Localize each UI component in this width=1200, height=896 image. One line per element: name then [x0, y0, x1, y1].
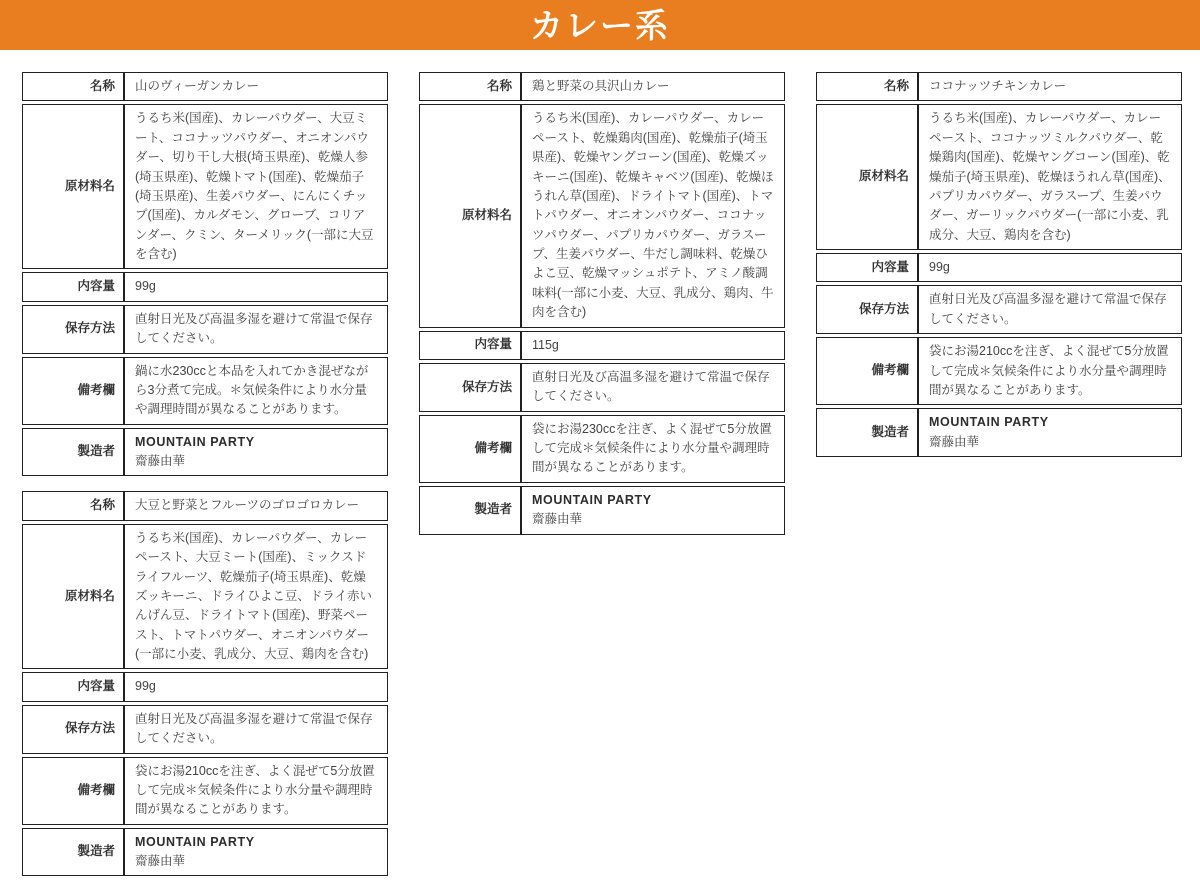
page-title: カレー系	[530, 6, 670, 44]
product-storage: 直射日光及び高温多湿を避けて常温で保存してください。	[929, 292, 1167, 326]
spec-row-ingredients	[419, 104, 785, 327]
field-label-storage: 保存方法	[23, 306, 125, 353]
product-table-coconut-chicken-curry	[816, 72, 1182, 457]
column-left	[22, 72, 388, 876]
product-table-soy-veggie-fruit-curry	[22, 491, 388, 876]
product-ingredients: うるち米(国産)、カレーパウダー、カレーペースト、乾燥鶏肉(国産)、乾燥茄子(埼玉県産)、乾燥ヤングコーン(国産)、乾燥ズッキーニ(国産)、乾燥キャベツ(国産)、乾燥ほうれん草(国産)、ドライトマト(国産)、トマトパウダー、オニオンパウダー、ココナッツパウダー、パプリカパウダー、ガラスープ、生姜パウダー、牛だし調味料、乾燥ひよこ豆、乾燥マッシュポテト、アミノ酸調味料(一部に小麦、大豆、乳成分、鶏肉、牛肉を含む)	[532, 111, 774, 320]
field-label-maker: 製造者	[23, 829, 125, 876]
maker-name: 齋藤由華	[532, 512, 583, 527]
spec-row-notes	[22, 357, 388, 425]
field-label-name: 名称	[23, 73, 125, 100]
field-label-name: 名称	[420, 73, 522, 100]
maker-brand: MOUNTAIN PARTY	[135, 434, 255, 449]
spec-row-storage	[22, 705, 388, 754]
spec-row-maker	[419, 486, 785, 535]
category-header-banner	[0, 0, 1200, 50]
field-label-amount: 内容量	[420, 332, 522, 359]
product-storage: 直射日光及び高温多湿を避けて常温で保存してください。	[532, 369, 770, 404]
spec-row-maker	[22, 828, 388, 877]
spec-row-notes	[816, 337, 1182, 405]
spec-row-ingredients	[22, 524, 388, 670]
field-label-maker: 製造者	[420, 487, 522, 534]
spec-row-notes	[22, 757, 388, 825]
field-label-ingredients: 原材料名	[420, 105, 522, 326]
field-label-amount: 内容量	[23, 673, 125, 700]
product-notes: 袋にお湯210ccを注ぎ、よく混ぜて5分放置して完成＊気候条件により水分量や調理時間が異なることがあります。	[929, 344, 1169, 397]
spec-row-storage	[22, 305, 388, 354]
product-amount: 99g	[135, 679, 156, 694]
field-label-storage: 保存方法	[420, 364, 522, 411]
maker-brand: MOUNTAIN PARTY	[532, 492, 652, 507]
spec-row-storage	[816, 285, 1182, 334]
maker-name: 齋藤由華	[135, 854, 186, 868]
field-label-notes: 備考欄	[817, 338, 919, 404]
spec-row-amount	[816, 253, 1182, 282]
spec-row-ingredients	[22, 104, 388, 269]
field-label-name: 名称	[23, 492, 125, 519]
spec-row-maker	[22, 428, 388, 477]
spec-row-maker	[816, 408, 1182, 457]
product-name: ココナッツチキンカレー	[929, 79, 1067, 93]
maker-name: 齋藤由華	[929, 434, 980, 449]
field-label-notes: 備考欄	[23, 358, 125, 424]
product-amount: 115g	[532, 337, 559, 352]
field-label-name: 名称	[817, 73, 919, 100]
product-storage: 直射日光及び高温多湿を避けて常温で保存してください。	[135, 311, 373, 346]
maker-info	[125, 829, 387, 876]
column-right	[816, 72, 1182, 457]
product-amount: 99g	[135, 279, 156, 294]
spec-row-name	[816, 72, 1182, 101]
field-label-amount: 内容量	[23, 273, 125, 300]
tables-area	[0, 50, 1200, 896]
product-ingredients: うるち米(国産)、カレーパウダー、カレーペースト、ココナッツミルクパウダー、乾燥鶏肉(国産)、乾燥ヤングコーン(国産)、乾燥茄子(埼玉県産)、乾燥ほうれん草(国産)、パプリカパウダー、ガラスープ、生姜パウダー、ガーリックパウダー(一部に小麦、乳成分、大豆、鶏肉を含む)	[929, 111, 1171, 242]
maker-name: 齋藤由華	[135, 454, 186, 468]
product-notes: 鍋に水230ccと本品を入れてかき混ぜながら3分煮て完成。＊気候条件により水分量や調理時間が異なることがあります。	[135, 363, 369, 417]
field-label-ingredients: 原材料名	[23, 105, 125, 268]
spec-row-notes	[419, 415, 785, 483]
field-label-notes: 備考欄	[420, 416, 522, 482]
product-notes: 袋にお湯210ccを注ぎ、よく混ぜて5分放置して完成＊気候条件により水分量や調理時間が異なることがあります。	[135, 763, 375, 817]
product-table-vegan-curry	[22, 72, 388, 476]
column-middle	[419, 72, 785, 535]
product-ingredients: うるち米(国産)、カレーパウダー、カレーペースト、大豆ミート(国産)、ミックスドライフルーツ、乾燥茄子(埼玉県産)、乾燥ズッキーニ、ドライひよこ豆、ドライ赤いんげん豆、ドライトマト(国産)、野菜ペースト、トマトパウダー、オニオンパウダー(一部に小麦、乳成分、大豆、鶏肉を含む)	[135, 530, 373, 661]
field-label-amount: 内容量	[817, 254, 919, 281]
spec-row-amount	[22, 672, 388, 701]
field-label-maker: 製造者	[817, 409, 919, 456]
maker-info	[125, 429, 387, 476]
product-notes: 袋にお湯230ccを注ぎ、よく混ぜて5分放置して完成＊気候条件により水分量や調理時間が異なることがあります。	[532, 421, 772, 475]
field-label-storage: 保存方法	[23, 706, 125, 753]
spec-row-name	[22, 491, 388, 520]
spec-row-ingredients	[816, 104, 1182, 250]
product-amount: 99g	[929, 260, 950, 274]
spec-row-name	[419, 72, 785, 101]
maker-brand: MOUNTAIN PARTY	[929, 415, 1049, 430]
maker-info	[522, 487, 784, 534]
product-table-chicken-veggie-curry	[419, 72, 785, 535]
product-name: 鶏と野菜の具沢山カレー	[532, 79, 670, 93]
field-label-storage: 保存方法	[817, 286, 919, 333]
field-label-notes: 備考欄	[23, 758, 125, 824]
spec-row-amount	[419, 331, 785, 360]
field-label-ingredients: 原材料名	[23, 525, 125, 669]
field-label-maker: 製造者	[23, 429, 125, 476]
maker-brand: MOUNTAIN PARTY	[135, 834, 255, 849]
product-name: 大豆と野菜とフルーツのゴロゴロカレー	[135, 498, 360, 513]
product-ingredients: うるち米(国産)、カレーパウダー、大豆ミート、ココナッツパウダー、オニオンパウダー、切り干し大根(埼玉県産)、乾燥人参(埼玉県産)、乾燥トマト(国産)、乾燥茄子(埼玉県産)、生姜パウダー、にんにくチップ(国産)、カルダモン、グローブ、コリアンダー、クミン、ターメリック(一部に大豆を含む)	[135, 111, 374, 261]
product-storage: 直射日光及び高温多湿を避けて常温で保存してください。	[135, 711, 373, 746]
field-label-ingredients: 原材料名	[817, 105, 919, 249]
product-name: 山のヴィーガンカレー	[135, 79, 260, 93]
spec-row-name	[22, 72, 388, 101]
maker-info	[919, 409, 1181, 456]
spec-row-amount	[22, 272, 388, 301]
spec-row-storage	[419, 363, 785, 412]
